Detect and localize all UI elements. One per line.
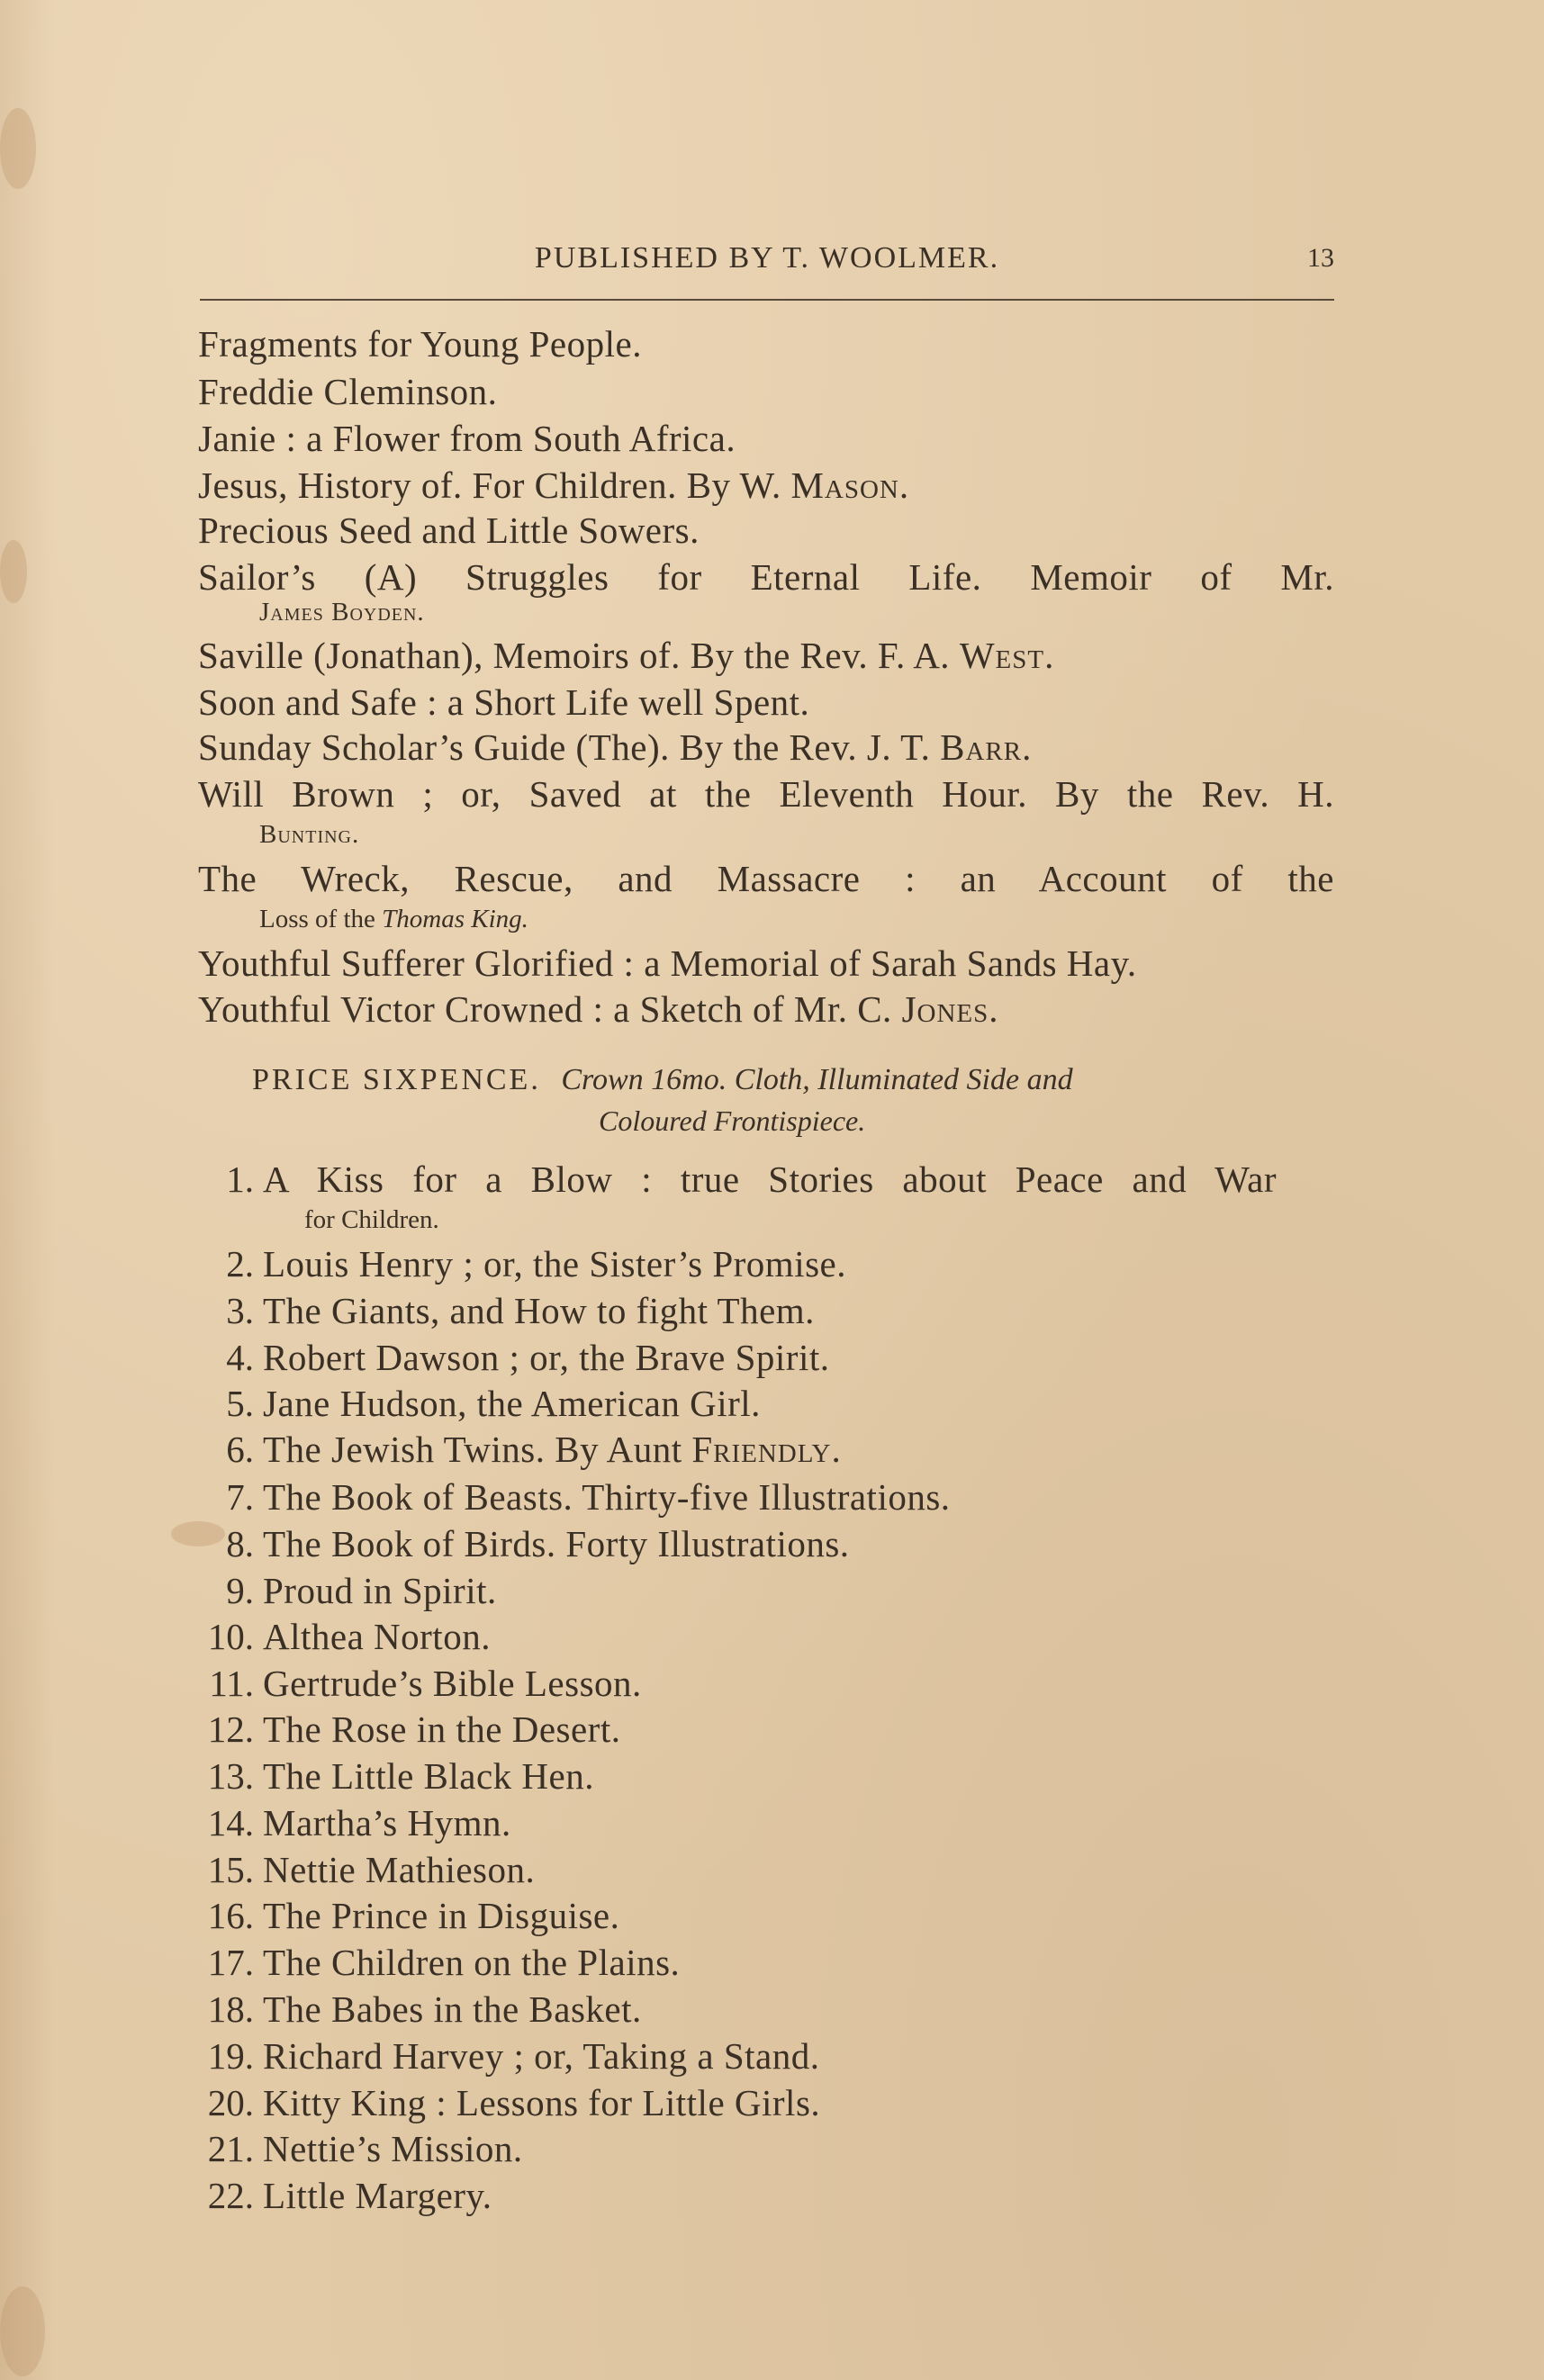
list-item: Sailor’s (A) Struggles for Eternal Life. Memoir of Mr.: [198, 556, 1334, 598]
numbered-item: 11. Gertrude’s Bible Lesson.: [209, 1663, 642, 1704]
list-item: Fragments for Young People.: [198, 323, 642, 365]
numbered-item: 10. Althea Norton.: [207, 1616, 491, 1657]
list-item-continuation: James Boyden.: [259, 598, 425, 627]
numbered-item-continuation: for Children.: [304, 1205, 439, 1234]
numbered-item: 22. Little Margery.: [207, 2175, 492, 2216]
numbered-item: 13. The Little Black Hen.: [207, 1755, 594, 1797]
numbered-item: 16. The Prince in Disguise.: [207, 1895, 620, 1936]
list-item: Sunday Scholar’s Guide (The). By the Rev. J. T. Barr.: [198, 726, 1033, 768]
numbered-item: 12. The Rose in the Desert.: [207, 1708, 621, 1750]
numbered-item: 18. The Babes in the Basket.: [207, 1988, 642, 2030]
running-header: [200, 241, 1334, 283]
numbered-item: 5. Jane Hudson, the American Girl.: [226, 1383, 761, 1424]
list-item: Janie : a Flower from South Africa.: [198, 418, 736, 459]
list-item-continuation: Bunting.: [259, 820, 360, 849]
list-item: Saville (Jonathan), Memoirs of. By the Rev. F. A. West.: [198, 635, 1055, 676]
price-heading: [252, 1062, 1278, 1137]
list-item: Jesus, History of. For Children. By W. Mason.: [198, 464, 910, 506]
numbered-item: 15. Nettie Mathieson.: [207, 1849, 536, 1890]
stain: [0, 108, 36, 189]
numbered-item: 4. Robert Dawson ; or, the Brave Spirit.: [226, 1337, 830, 1378]
numbered-item: 17. The Children on the Plains.: [207, 1942, 681, 1983]
stain: [0, 2286, 45, 2376]
price-label: PRICE SIXPENCE.: [252, 1063, 541, 1096]
list-item: Youthful Victor Crowned : a Sketch of Mr. C. Jones.: [198, 988, 999, 1030]
numbered-item: 19. Richard Harvey ; or, Taking a Stand.: [207, 2035, 820, 2077]
numbered-item: 14. Martha’s Hymn.: [207, 1802, 511, 1844]
numbered-item: 1. A Kiss for a Blow : true Stories about Peace and War: [226, 1158, 1277, 1200]
stain: [0, 540, 27, 603]
numbered-item: 2. Louis Henry ; or, the Sister’s Promise.: [226, 1243, 846, 1285]
list-item: Will Brown ; or, Saved at the Eleventh Hour. By the Rev. H.: [198, 773, 1334, 815]
list-item: Soon and Safe : a Short Life well Spent.: [198, 681, 810, 723]
numbered-item: 7. The Book of Beasts. Thirty-five Illustrations.: [226, 1476, 951, 1518]
numbered-item: 9. Proud in Spirit.: [226, 1570, 497, 1611]
price-description: Crown 16mo. Cloth, Illuminated Side and: [561, 1063, 1073, 1096]
numbered-item: 6. The Jewish Twins. By Aunt Friendly.: [226, 1429, 842, 1470]
price-description-line2: Coloured Frontispiece.: [599, 1104, 866, 1137]
list-item: The Wreck, Rescue, and Massacre : an Account of the: [198, 858, 1334, 899]
page-number: 13: [1307, 243, 1334, 273]
list-item: Precious Seed and Little Sowers.: [198, 509, 700, 551]
numbered-item: 20. Kitty King : Lessons for Little Girls.: [207, 2082, 821, 2123]
list-item-continuation: Loss of the Thomas King.: [259, 905, 528, 933]
list-item: Youthful Sufferer Glorified : a Memorial of Sarah Sands Hay.: [198, 942, 1137, 984]
header-title: PUBLISHED BY T. WOOLMER.: [534, 241, 1000, 275]
numbered-item: 21. Nettie’s Mission.: [207, 2128, 523, 2169]
header-rule: [200, 299, 1334, 301]
numbered-item: 8. The Book of Birds. Forty Illustrations.: [226, 1523, 850, 1564]
list-item: Freddie Cleminson.: [198, 371, 498, 412]
numbered-item: 3. The Giants, and How to fight Them.: [226, 1290, 815, 1331]
